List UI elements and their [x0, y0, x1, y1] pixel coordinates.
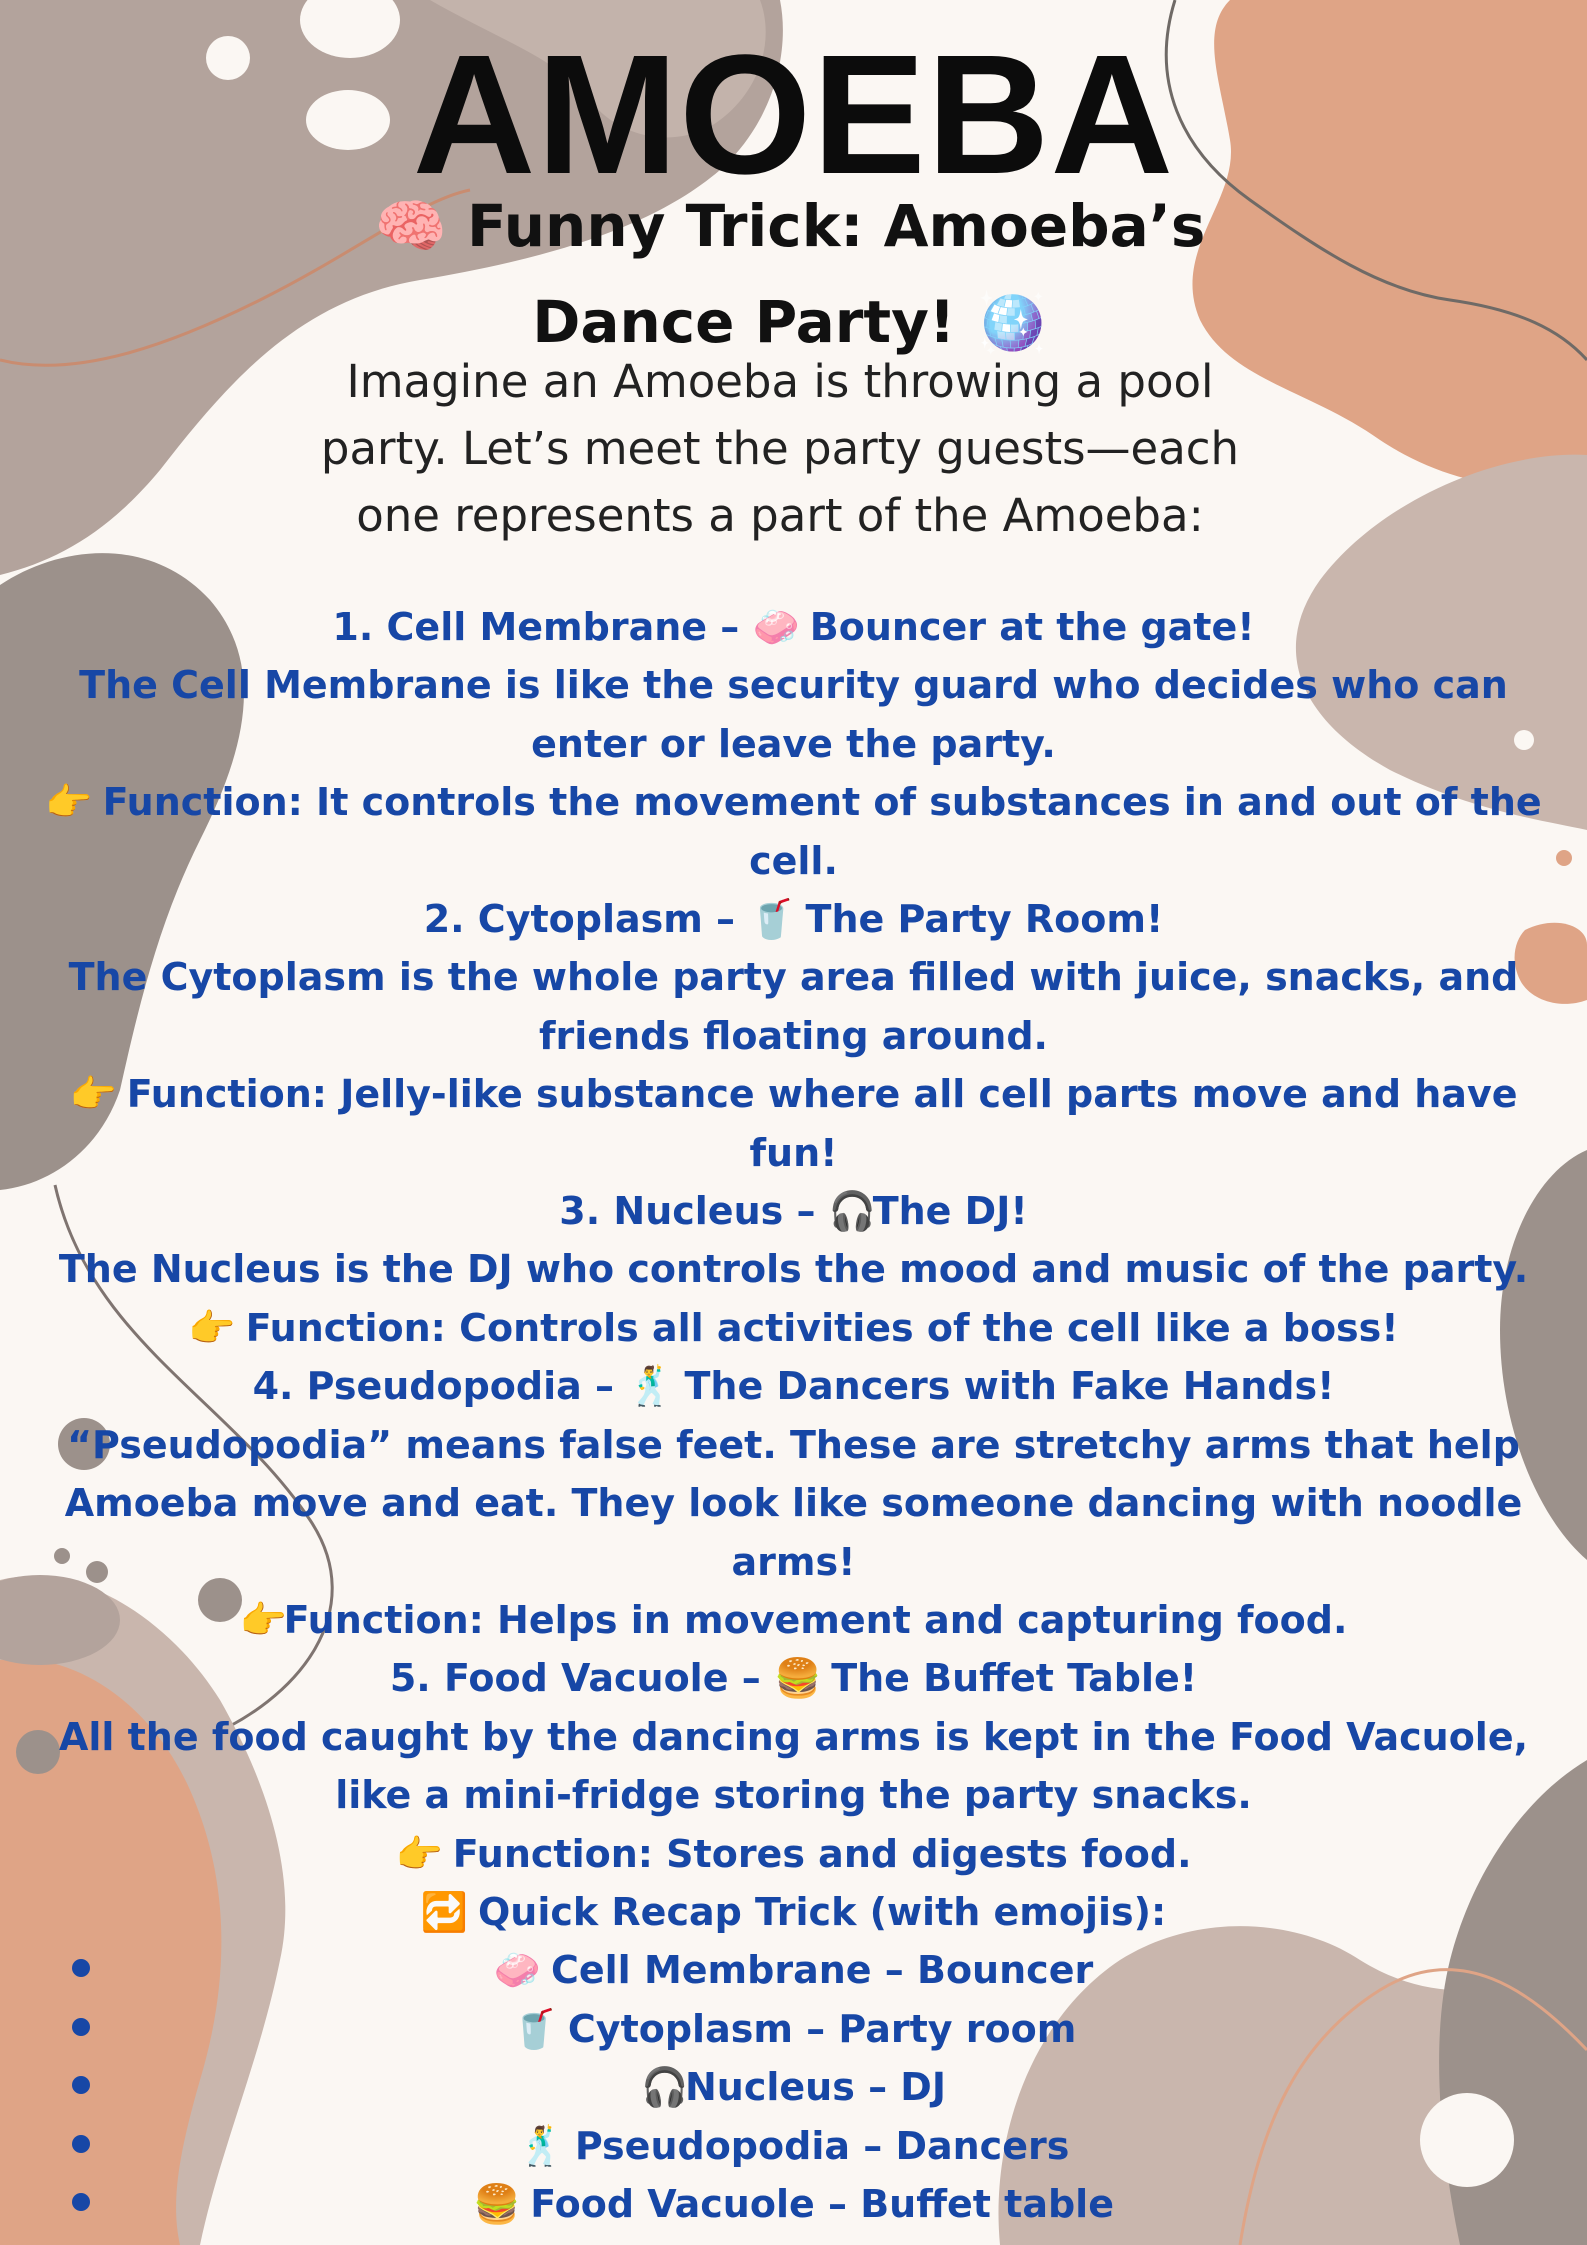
section-nucleus [30, 1182, 1557, 1357]
section-cytoplasm [30, 890, 1557, 1182]
section-pseudopodia [30, 1357, 1557, 1649]
recap-list [30, 1941, 1557, 2233]
list-item: 🕺 Pseudopodia – Dancers [30, 2117, 1557, 2175]
dancer-icon: 🕺 [627, 1364, 675, 1409]
pointing-hand-icon: 👉 [45, 780, 93, 825]
section-function: 👉 Function: Jelly-like substance where all cell parts move and have fun! [30, 1065, 1557, 1182]
soap-icon: 🧼 [752, 605, 800, 649]
recap-heading: 🔁 Quick Recap Trick (with emojis): [30, 1883, 1557, 1941]
bullet-icon [72, 2135, 90, 2153]
section-function: 👉Function: Helps in movement and capturing food. [30, 1591, 1557, 1649]
section-heading: 4. Pseudopodia – 🕺 The Dancers with Fake Hands! [30, 1357, 1557, 1415]
list-item: 🥤 Cytoplasm – Party room [30, 2000, 1557, 2058]
section-description: All the food caught by the dancing arms is kept in the Food Vacuole, like a mini-fridge storing the party snacks. [58, 1714, 1529, 1818]
section-function: 👉 Function: Stores and digests food. [30, 1825, 1557, 1883]
list-item: 🍔 Food Vacuole – Buffet table [30, 2175, 1557, 2233]
dancer-icon: 🕺 [517, 2123, 565, 2168]
section-food-vacuole [30, 1649, 1557, 1883]
bullet-icon [72, 2076, 90, 2094]
pointing-hand-icon: 👉 [69, 1072, 117, 1117]
burger-icon: 🍔 [773, 1656, 822, 1701]
section-description: The Cell Membrane is like the security guard who decides who can enter or leave the party. [79, 663, 1508, 766]
section-description: “Pseudopodia” means false feet. These are stretchy arms that help Amoeba move and eat. They look like someone dancing with noodle arms! [64, 1422, 1523, 1584]
bullet-icon [72, 2193, 90, 2211]
headphones-icon: 🎧 [641, 2065, 689, 2110]
disco-ball-icon: 🪩 [975, 288, 1048, 356]
drink-cup-icon: 🥤 [510, 2006, 558, 2051]
section-heading: 5. Food Vacuole – 🍔 The Buffet Table! [30, 1649, 1557, 1707]
pointing-hand-icon: 👉 [239, 1597, 287, 1642]
section-cell-membrane [30, 598, 1557, 890]
burger-icon: 🍔 [473, 2181, 521, 2226]
bullet-icon [72, 1959, 90, 1977]
pointing-hand-icon: 👉 [188, 1305, 236, 1350]
section-heading: 1. Cell Membrane – 🧼 Bouncer at the gate! [30, 598, 1557, 656]
subtitle-text: Funny Trick: Amoeba’s Dance Party! [467, 192, 1206, 356]
brain-icon: 🧠 [374, 192, 447, 260]
page-title: AMOEBA [412, 20, 1175, 210]
pointing-hand-icon: 👉 [395, 1831, 443, 1876]
list-item: 🧼 Cell Membrane – Bouncer [30, 1941, 1557, 1999]
repeat-icon: 🔁 [420, 1889, 469, 1934]
section-function: 👉 Function: Controls all activities of the cell like a boss! [30, 1299, 1557, 1357]
section-description: The Nucleus is the DJ who controls the mood and music of the party. [58, 1247, 1529, 1292]
section-function: 👉 Function: It controls the movement of substances in and out of the cell. [30, 773, 1557, 890]
sections [30, 598, 1557, 2233]
section-description: The Cytoplasm is the whole party area filled with juice, snacks, and friends floating around. [68, 955, 1519, 1058]
intro-paragraph: Imagine an Amoeba is throwing a pool party. Let’s meet the party guests—each one represents a part of the Amoeba: [320, 355, 1240, 542]
section-heading: 3. Nucleus – 🎧The DJ! [30, 1182, 1557, 1240]
headphones-icon: 🎧 [828, 1189, 877, 1234]
subtitle [360, 178, 1220, 370]
bullet-icon [72, 2018, 90, 2036]
drink-cup-icon: 🥤 [748, 897, 796, 942]
section-heading: 2. Cytoplasm – 🥤 The Party Room! [30, 890, 1557, 948]
soap-icon: 🧼 [493, 1948, 542, 1993]
list-item: 🎧Nucleus – DJ [30, 2058, 1557, 2116]
